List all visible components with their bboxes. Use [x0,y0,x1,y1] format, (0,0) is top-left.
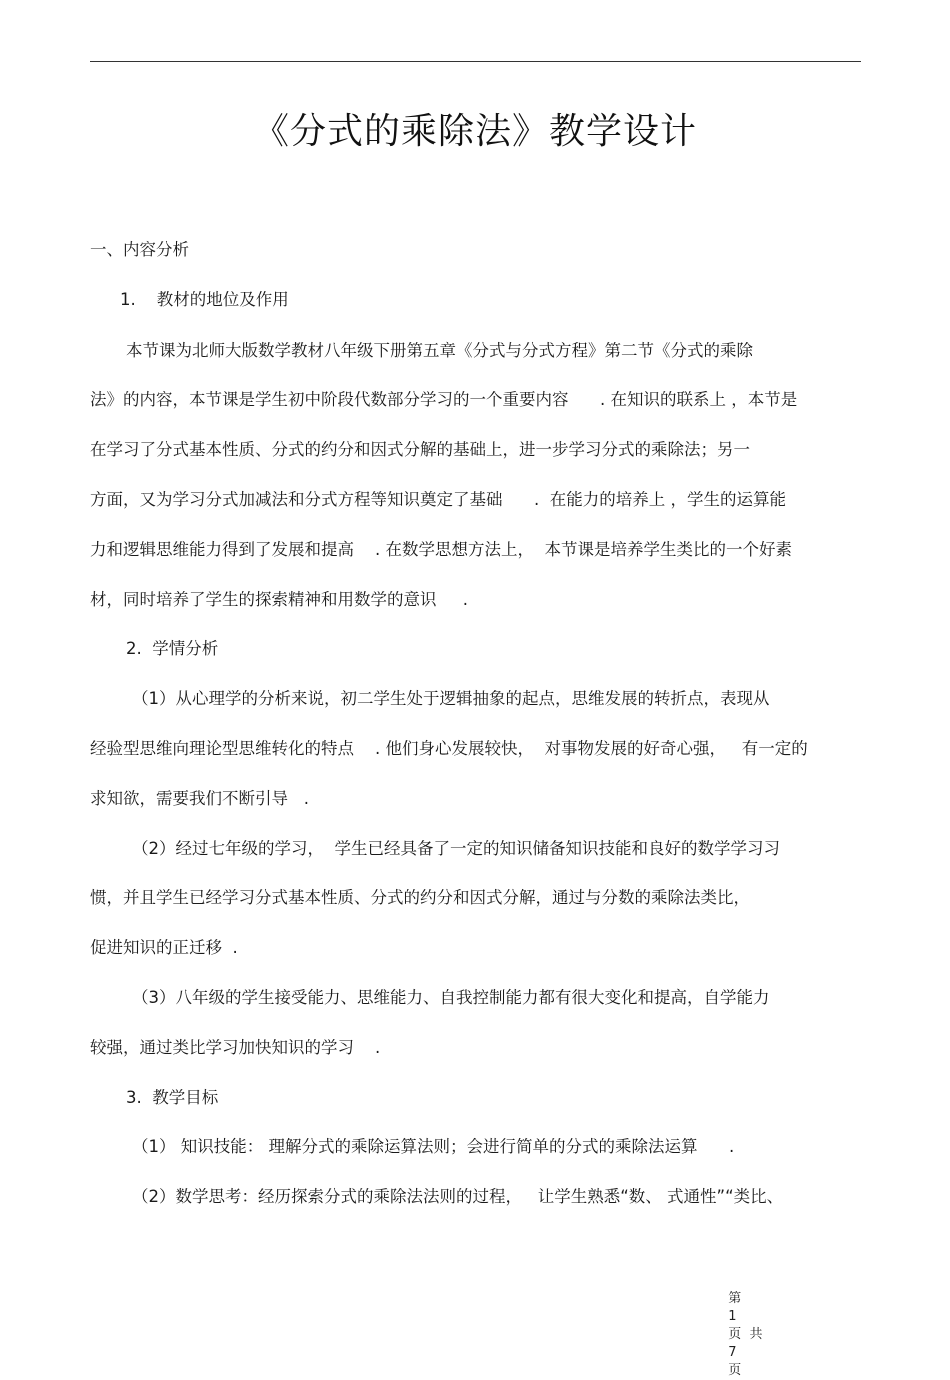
paragraph-line: 较强，通过类比学习加快知识的学习 . [90,1038,381,1057]
subheading-teaching-goals: 3. 教学目标 [126,1088,219,1107]
footer-total-pages: 7 [728,1345,737,1360]
document-title: 《分式的乘除法》教学设计 [252,111,697,152]
paragraph-line: 力和逻辑思维能力得到了发展和提高 . 在数学思想方法上， 本节课是培养学生类比的一个好素 [90,540,792,559]
paragraph-line: 方面，又为学习分式加减法和分式方程等知识奠定了基础 . 在能力的培养上 ，学生的运算能 [90,490,786,509]
paragraph-line: 在学习了分式基本性质、分式的约分和因式分解的基础上，进一步学习分式的乘除法；另一 [90,440,750,459]
paragraph-line: （3）八年级的学生接受能力、思维能力、自我控制能力都有很大变化和提高，自学能力 [132,988,770,1007]
footer-prefix: 第 [728,1291,742,1306]
paragraph-line: 经验型思维向理论型思维转化的特点 . 他们身心发展较快， 对事物发展的好奇心强， 有一定的 [90,739,808,758]
paragraph-line: （1） 知识技能： 理解分式的乘除运算法则；会进行简单的分式的乘除法运算 . [132,1137,735,1156]
paragraph-line: （1）从心理学的分析来说，初二学生处于逻辑抽象的起点，思维发展的转折点，表现从 [132,689,770,708]
paragraph-line: （2）数学思考：经历探索分式的乘除法法则的过程， 让学生熟悉“数、 式通性”“类比、 [132,1187,784,1206]
footer-page-number: 1 [728,1309,737,1324]
header-rule [90,61,861,62]
footer-middle: 页 共 [728,1327,763,1342]
page-footer [720,1272,763,1380]
paragraph-line: 促进知识的正迁移 . [90,938,238,957]
subheading-student-analysis: 2. 学情分析 [126,639,219,658]
section-heading-content-analysis: 一、内容分析 [90,240,189,259]
paragraph-line: 惯，并且学生已经学习分式基本性质、分式的约分和因式分解，通过与分数的乘除法类比， [90,888,750,907]
subheading-textbook-role: 1. 教材的地位及作用 [120,290,289,309]
paragraph-line: 本节课为北师大版数学教材八年级下册第五章《分式与分式方程》第二节《分式的乘除 [126,341,753,360]
paragraph-line: （2）经过七年级的学习， 学生已经具备了一定的知识储备知识技能和良好的数学学习习 [132,839,780,858]
paragraph-line: 法》的内容，本节课是学生初中阶段代数部分学习的一个重要内容 . 在知识的联系上 ，本节是 [90,390,798,409]
paragraph-line: 求知欲，需要我们不断引导 . [90,789,309,808]
paragraph-line: 材，同时培养了学生的探索精神和用数学的意识 . [90,590,468,609]
footer-suffix: 页 [728,1363,742,1378]
